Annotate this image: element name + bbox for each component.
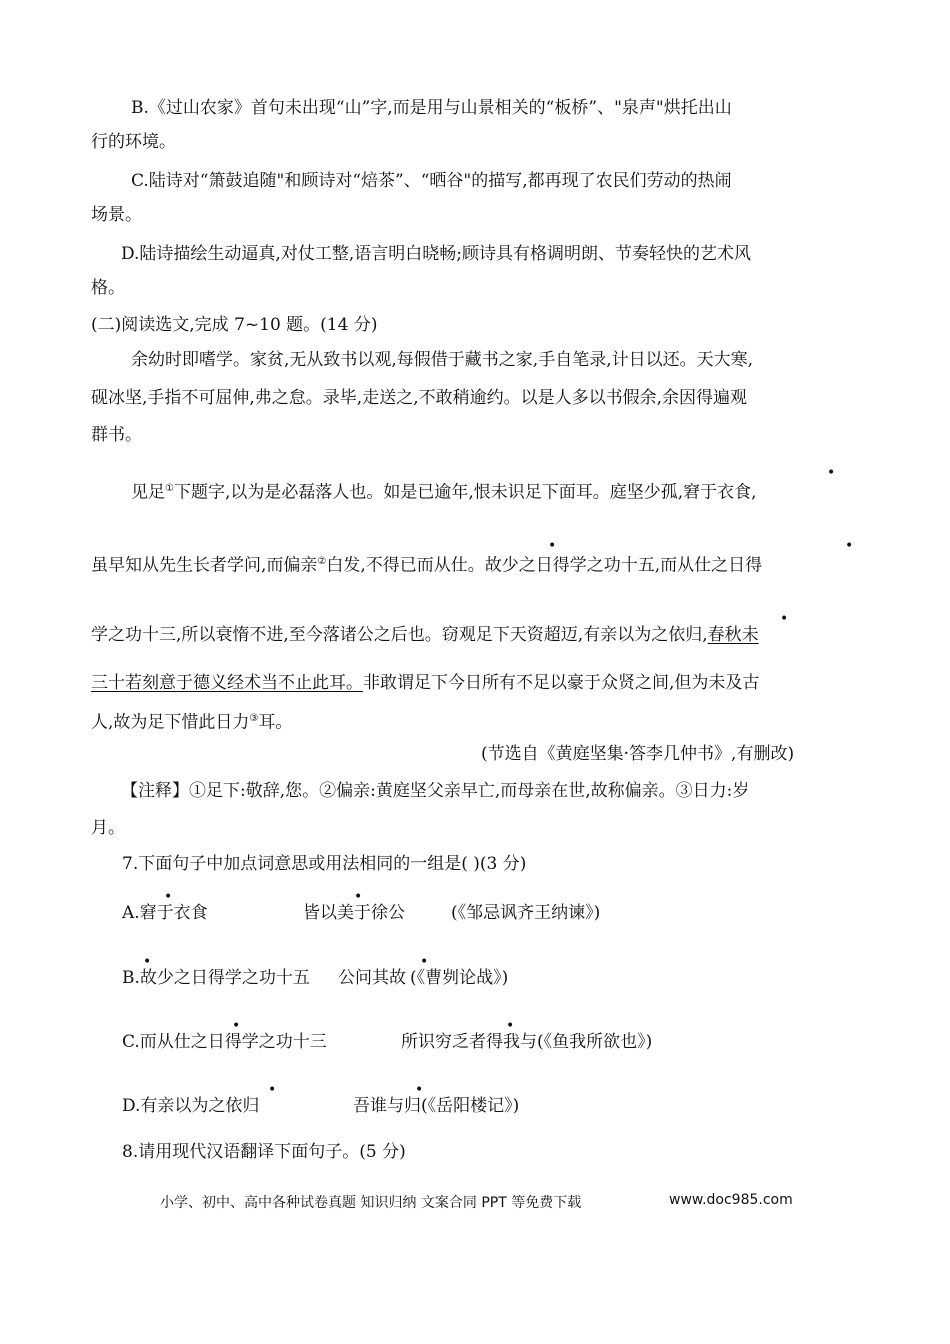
q7-option-b-mid: 公问其故	[338, 968, 406, 988]
emphasis-dot: •	[268, 1082, 277, 1098]
emphasis-dot: •	[164, 889, 173, 905]
footer-text: 小学、初中、高中各种试卷真题 知识归纳 文案合同 PPT 等免费下载	[160, 1195, 582, 1211]
option-b-line-2: 行的环境。	[91, 132, 176, 152]
emphasis-dot: •	[548, 538, 557, 554]
passage-p1-line-1: 余幼时即嗜学。家贫,无从致书以观,每假借于藏书之家,手自笔录,计日以还。天大寒,	[131, 350, 754, 370]
passage-p2-line-4	[91, 671, 759, 695]
emphasis-dot: •	[232, 1018, 241, 1034]
q7-option-b-source: (《曹刿论战》)	[410, 968, 509, 988]
option-c-line-1: C.陆诗对“箫鼓追随"和顾诗对“焙茶”、“晒谷"的描写,都再现了农民们劳动的热闹	[131, 171, 732, 191]
passage-source: (节选自《黄庭坚集·答李几仲书》,有删改)	[481, 744, 795, 764]
passage-p2-line-5	[91, 707, 292, 735]
passage-p1-line-3: 群书。	[91, 425, 142, 445]
notes-line-1: 【注释】①足下:敬辞,您。②偏亲:黄庭坚父亲早亡,而母亲在世,故称偏亲。③日力:岁	[121, 781, 750, 801]
emphasis-dot: •	[143, 954, 152, 970]
footer-site-link[interactable]: www.doc985.com	[669, 1192, 793, 1208]
section-heading: (二)阅读选文,完成 7~10 题。(14 分)	[91, 315, 378, 335]
notes-line-2: 月。	[91, 818, 125, 838]
passage-text: 下题字,以为是必磊落人也。如是已逾年,恨未识足下面耳。庭坚少孤,窘于衣食,	[173, 482, 757, 503]
passage-p2-line-2	[91, 550, 762, 578]
option-d-line-2: 格。	[91, 278, 125, 298]
underlined-sentence: 春秋未	[707, 625, 759, 645]
emphasis-dot: •	[506, 1018, 515, 1034]
passage-text: 人,故为足下惜此日力	[91, 712, 250, 733]
passage-text: 见足	[131, 482, 165, 503]
emphasis-dot: •	[354, 889, 363, 905]
q7-stem: 7.下面句子中加点词意思或用法相同的一组是( )(3 分)	[122, 854, 527, 874]
option-d-line-1: D.陆诗描绘生动逼真,对仗工整,语言明白晓畅;顾诗具有格调明朗、节奏轻快的艺术风	[121, 244, 751, 264]
q7-option-c-left: C.而从仕之日得学之功十三	[122, 1032, 327, 1052]
emphasis-dot: •	[415, 1082, 424, 1098]
footnote-marker: ②	[317, 556, 327, 567]
emphasis-dot: •	[845, 538, 854, 554]
footnote-marker: ①	[165, 483, 174, 494]
footnote-marker: ③	[249, 713, 259, 724]
q8-stem: 8.请用现代汉语翻译下面句子。(5 分)	[122, 1142, 406, 1162]
q7-option-c-mid: 所识穷乏者得我与(《鱼我所欲也》)	[401, 1032, 653, 1052]
q7-option-d-mid: 吾谁与归(《岳阳楼记》)	[353, 1096, 520, 1116]
q7-option-a-left: A.窘于衣食	[122, 903, 208, 923]
emphasis-dot: •	[420, 954, 429, 970]
option-b-line-1: B.《过山农家》首句未出现“山”字,而是用与山景相关的“板桥”、"泉声"烘托出山	[131, 98, 732, 118]
q7-option-a-mid: 皆以美于徐公	[303, 903, 405, 923]
passage-text: 学之功十三,所以衰惰不进,至今落诸公之后也。窃观足下天资超迈,有亲以为之依归,	[91, 625, 708, 645]
q7-option-b-left: B.故少之日得学之功十五	[122, 968, 310, 988]
underlined-sentence: 三十若刻意于德义经术当不止此耳。	[91, 673, 363, 693]
emphasis-dot: •	[827, 465, 836, 481]
passage-text: 虽早知从先生长者学问,而偏亲	[91, 555, 318, 576]
emphasis-dot: •	[780, 611, 789, 627]
passage-p1-line-2: 砚冰坚,手指不可屈伸,弗之怠。录毕,走送之,不敢稍逾约。以是人多以书假余,余因得遍观	[91, 388, 748, 408]
passage-text: 耳。	[258, 712, 293, 733]
passage-text: 非敢谓足下今日所有不足以豪于众贤之间,但为未及古	[363, 673, 760, 693]
passage-text: 白发,不得已而从仕。故少之日得学之功十五,而从仕之日得	[326, 555, 763, 576]
option-c-line-2: 场景。	[91, 205, 142, 225]
q7-option-d-left: D.有亲以为之依归	[122, 1096, 260, 1116]
passage-p2-line-3	[91, 623, 759, 647]
passage-p2-line-1	[131, 477, 757, 505]
q7-option-a-source: (《邹忌讽齐王纳谏》)	[451, 903, 601, 923]
